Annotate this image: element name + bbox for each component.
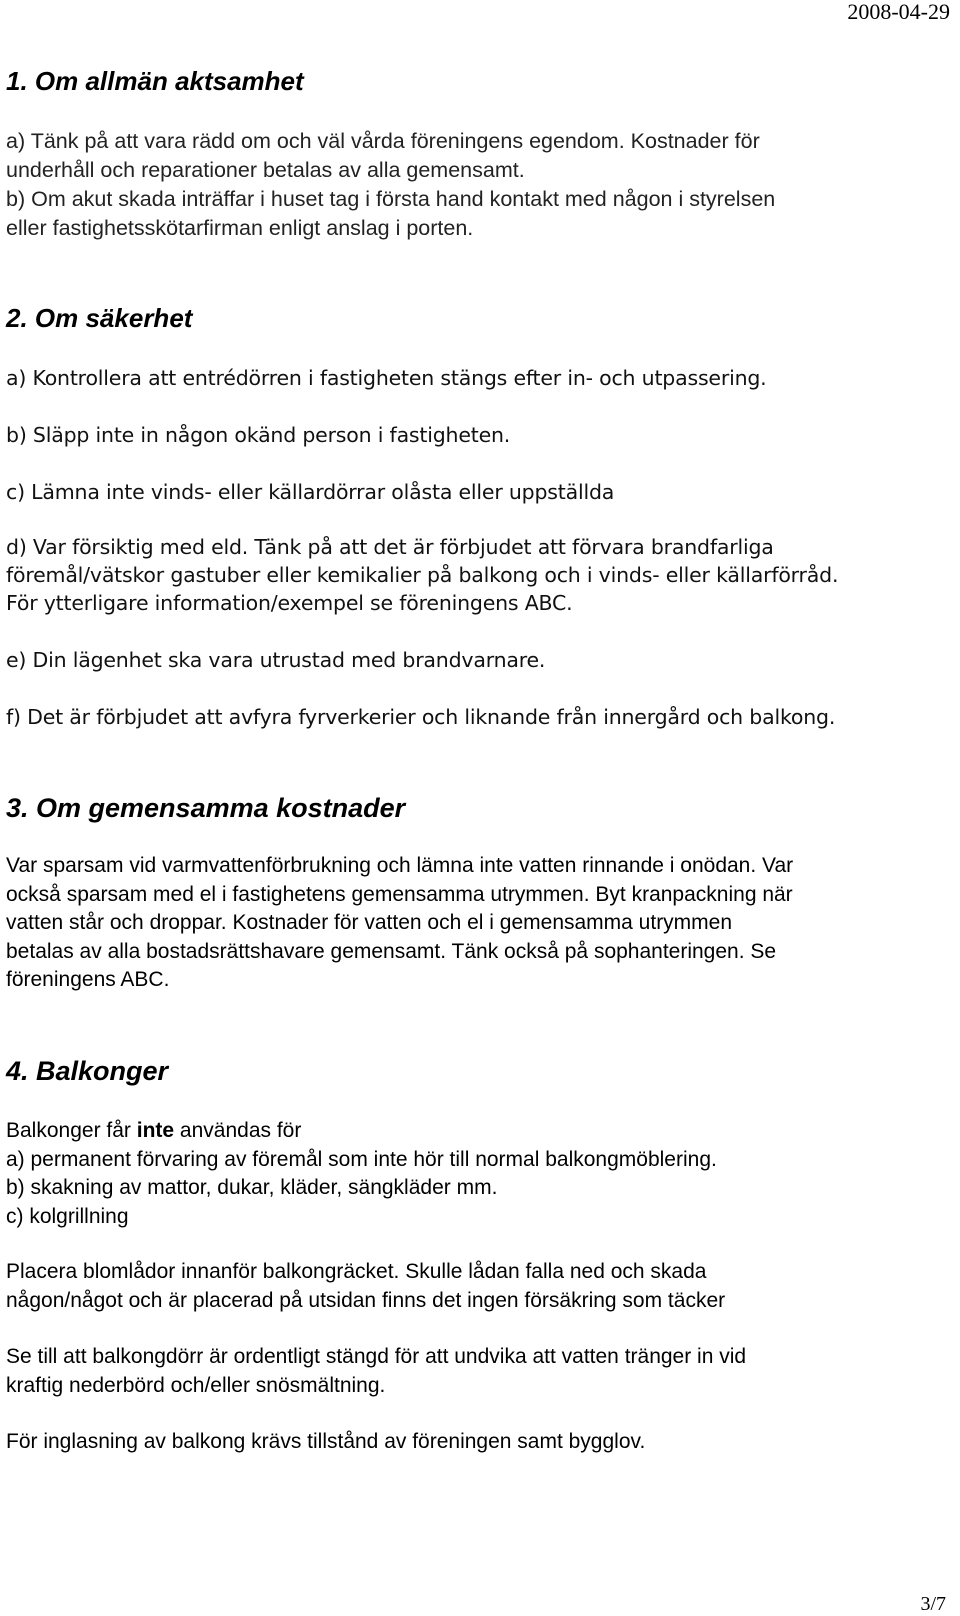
section-3-heading: 3. Om gemensamma kostnader (6, 793, 406, 823)
section-1-line: eller fastighetsskötarfirman enligt anslag i porten. (6, 216, 474, 240)
section-3-line: betalas av alla bostadsrättshavare gemensamt. Tänk också på sophanteringen. Se (6, 939, 777, 963)
section-4-heading: 4. Balkonger (6, 1056, 169, 1086)
section-2-item-b: b) Släpp inte in någon okänd person i fastigheten. (6, 423, 511, 447)
paragraph-line: Placera blomlådor innanför balkongräcket. Skulle lådan falla ned och skada (6, 1260, 707, 1283)
section-2-heading: 2. Om säkerhet (6, 303, 193, 333)
section-4-paragraph-2 (6, 1343, 946, 1400)
section-2-item-f: f) Det är förbjudet att avfyra fyrverkerier och liknande från innergård och balkong. (6, 705, 836, 729)
section-4-list-item: c) kolgrillning (6, 1204, 129, 1228)
intro-text: användas för (174, 1119, 302, 1142)
section-3-line: föreningens ABC. (6, 968, 170, 991)
section-4-paragraph-1 (6, 1258, 946, 1315)
section-2-item-d-line: d) Var försiktig med eld. Tänk på att det är förbjudet att förvara brandfarliga (6, 535, 774, 559)
intro-emphasis: inte (136, 1119, 175, 1142)
section-3-body (6, 852, 946, 995)
section-2-item-a: a) Kontrollera att entrédörren i fastigheten stängs efter in- och utpassering. (6, 366, 767, 390)
paragraph-line: någon/något och är placerad på utsidan finns det ingen försäkring som täcker (6, 1288, 726, 1312)
section-2-item-d-line: föremål/vätskor gastuber eller kemikalier på balkong och i vinds- eller källarförråd. (6, 563, 839, 587)
section-4-intro (6, 1117, 946, 1146)
paragraph-line: kraftig nederbörd och/eller snösmältning. (6, 1373, 386, 1397)
paragraph-line: Se till att balkongdörr är ordentligt stängd för att undvika att vatten tränger in vid (6, 1345, 747, 1368)
section-3-line: Var sparsam vid varmvattenförbrukning och lämna inte vatten rinnande i onödan. Var (6, 854, 794, 877)
section-2-item-c: c) Lämna inte vinds- eller källardörrar olåsta eller uppställda (6, 480, 615, 504)
section-2-item-e: e) Din lägenhet ska vara utrustad med brandvarnare. (6, 648, 546, 672)
section-4-paragraph-3: För inglasning av balkong krävs tillstånd av föreningen samt bygglov. (6, 1430, 646, 1453)
section-3-line: vatten står och droppar. Kostnader för vatten och el i gemensamma utrymmen (6, 911, 733, 934)
intro-text: Balkonger får (6, 1119, 137, 1142)
section-2-item-d (6, 533, 946, 617)
section-1-heading: 1. Om allmän aktsamhet (6, 66, 304, 96)
document-date: 2008-04-29 (847, 0, 950, 24)
section-4-list (6, 1117, 946, 1231)
section-1-body (6, 127, 946, 243)
section-4-list-item: b) skakning av mattor, dukar, kläder, sängkläder mm. (6, 1176, 498, 1199)
section-1-line: b) Om akut skada inträffar i huset tag i första hand kontakt med någon i styrelsen (6, 187, 776, 211)
section-1-line: underhåll och reparationer betalas av alla gemensamt. (6, 158, 525, 182)
section-4-list-item: a) permanent förvaring av föremål som inte hör till normal balkongmöblering. (6, 1147, 717, 1171)
section-1-line: a) Tänk på att vara rädd om och väl vårda föreningens egendom. Kostnader för (6, 129, 760, 153)
section-3-line: också sparsam med el i fastighetens gemensamma utrymmen. Byt kranpackning när (6, 882, 793, 906)
section-2-item-d-line: För ytterligare information/exempel se föreningens ABC. (6, 591, 573, 615)
page-number: 3/7 (920, 1593, 946, 1615)
